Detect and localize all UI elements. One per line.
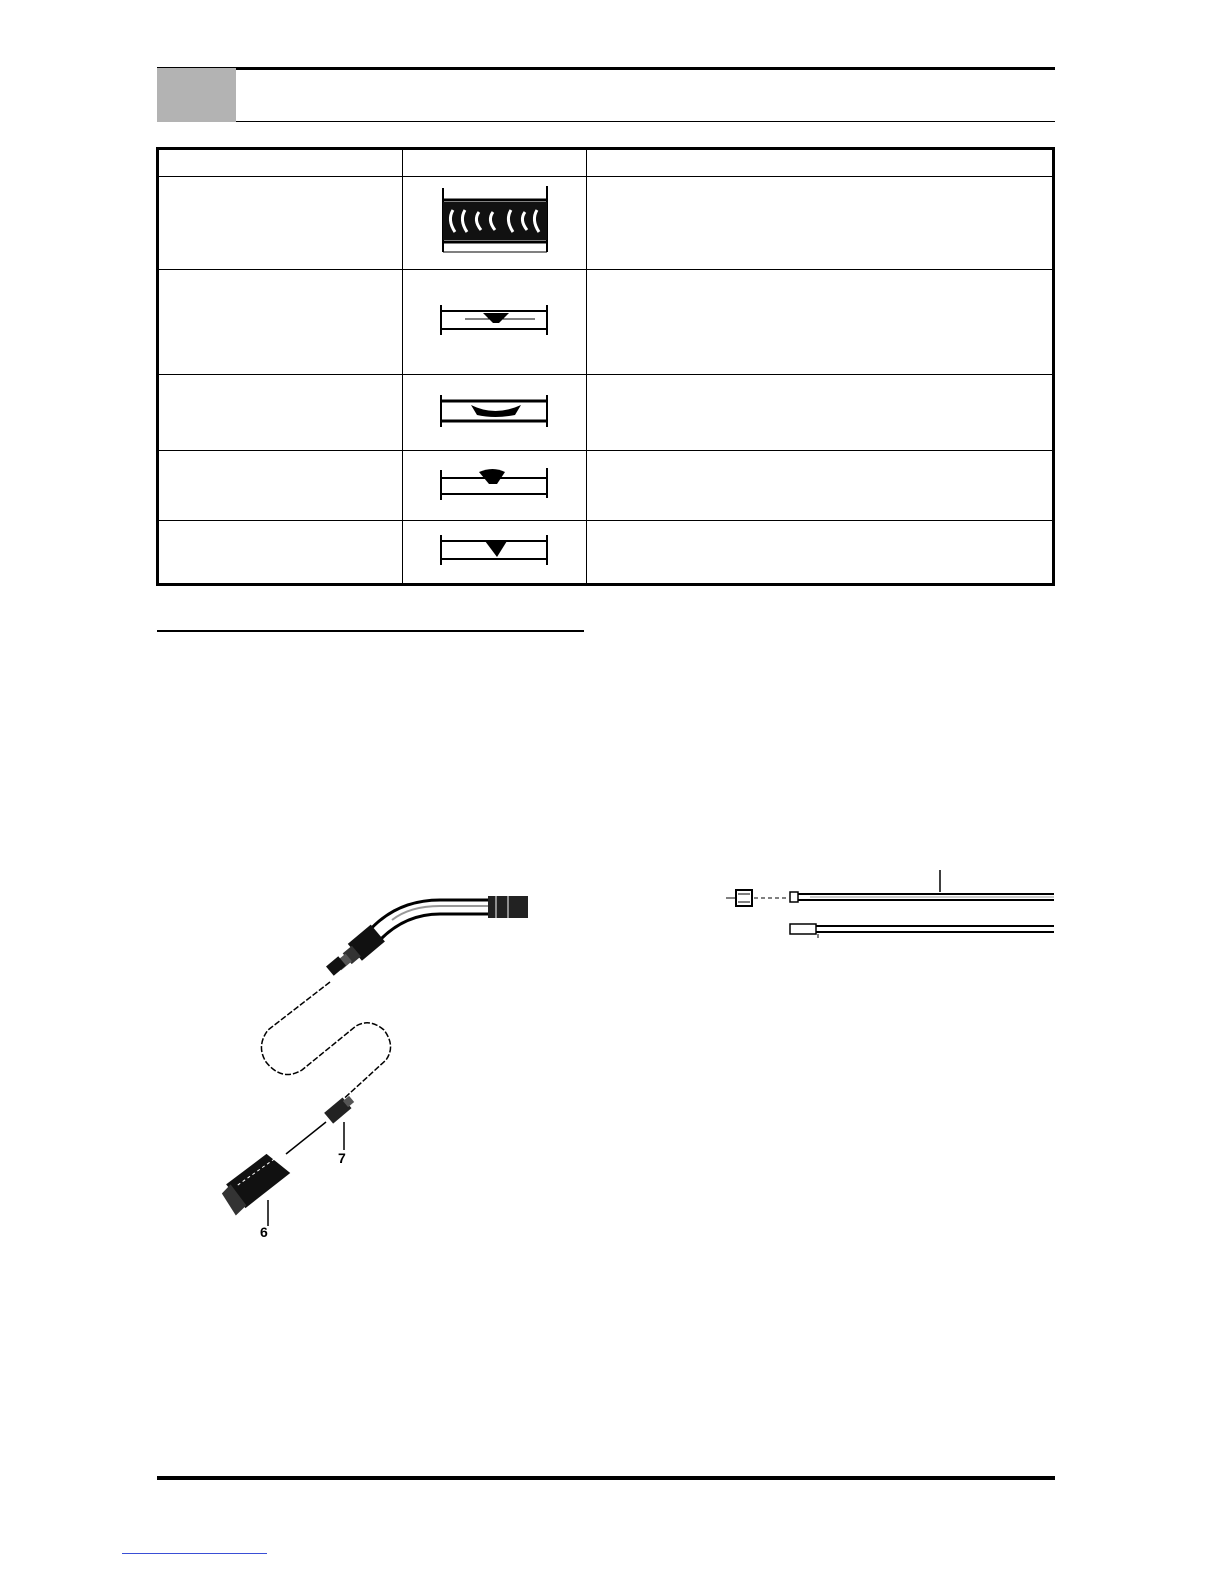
callout-6: 6 bbox=[260, 1224, 268, 1240]
defect-cause bbox=[587, 407, 1052, 419]
defect-cause bbox=[587, 217, 1052, 229]
footer-rule bbox=[157, 1476, 1055, 1480]
column-header-illustration bbox=[403, 149, 587, 177]
header-top-rule bbox=[157, 67, 1055, 70]
callout-7: 7 bbox=[338, 1150, 346, 1166]
section-title bbox=[160, 604, 580, 626]
table-row bbox=[158, 451, 1054, 521]
chapter-tab bbox=[157, 68, 236, 122]
welding-torch-neck-exploded-diagram-icon bbox=[200, 870, 560, 1250]
defect-cause bbox=[587, 546, 1052, 558]
weld-top-heavy-bead-diagram-icon bbox=[435, 464, 555, 504]
weld-v-bead-diagram-icon bbox=[435, 531, 555, 571]
weld-porosity-diagram-icon bbox=[435, 182, 555, 262]
defect-name bbox=[159, 217, 402, 229]
table-row bbox=[158, 375, 1054, 451]
defect-name bbox=[159, 546, 402, 558]
defect-name bbox=[159, 480, 402, 492]
table-row bbox=[158, 521, 1054, 585]
column-header-defect bbox=[158, 149, 403, 177]
wire-liner-diagram-icon bbox=[720, 860, 1060, 960]
table-row bbox=[158, 177, 1054, 270]
defect-name bbox=[159, 316, 402, 328]
table-header-row bbox=[158, 149, 1054, 177]
weld-defect-table bbox=[156, 147, 1055, 586]
defect-cause bbox=[587, 316, 1052, 328]
header-bottom-rule bbox=[236, 121, 1055, 122]
weld-wide-bead-diagram-icon bbox=[435, 391, 555, 431]
table-row bbox=[158, 270, 1054, 375]
page-link-underline[interactable] bbox=[122, 1553, 267, 1554]
weld-narrow-bead-diagram-icon bbox=[435, 301, 555, 341]
defect-name bbox=[159, 407, 402, 419]
page-title bbox=[250, 80, 1040, 110]
section-underline bbox=[157, 630, 584, 632]
defect-cause bbox=[587, 480, 1052, 492]
column-header-cause bbox=[587, 149, 1054, 177]
